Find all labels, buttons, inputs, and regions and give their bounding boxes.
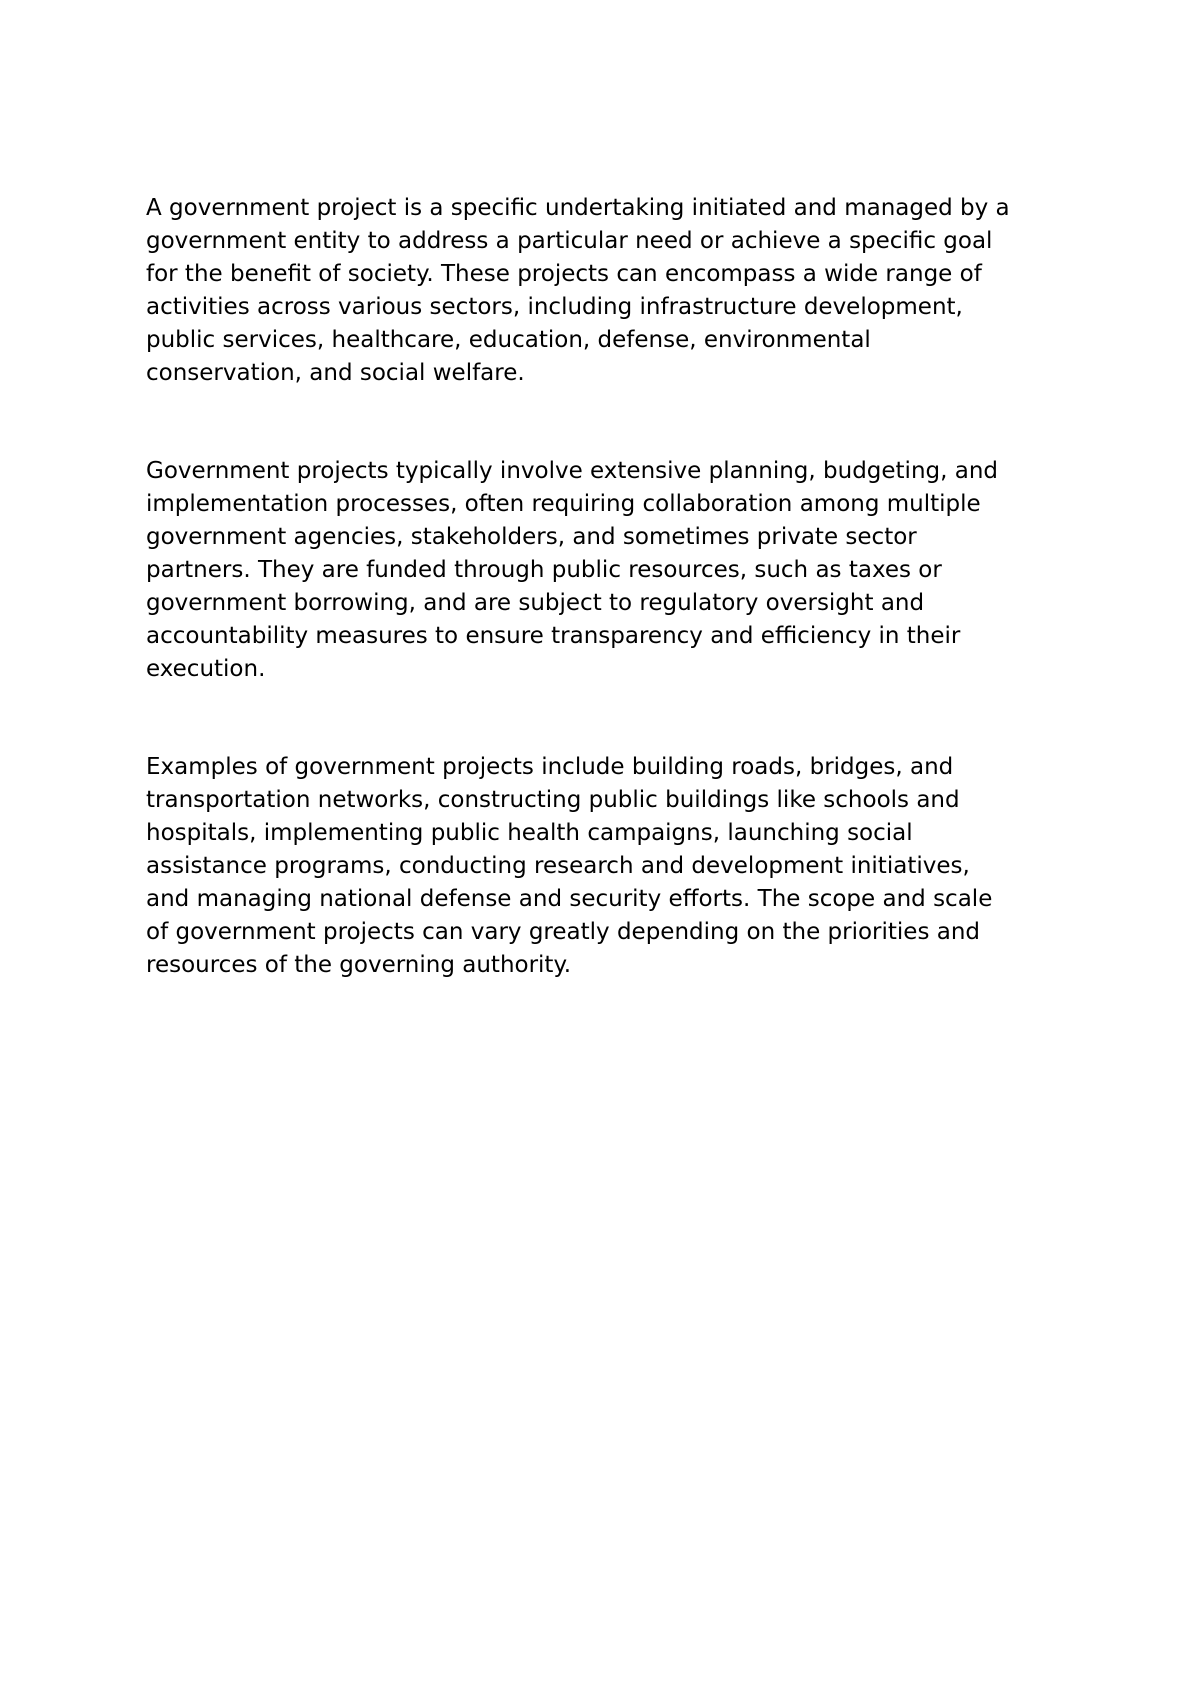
paragraph-line: activities across various sectors, including infrastructure development, [146,294,963,320]
paragraph-line: Government projects typically involve extensive planning, budgeting, and [146,458,999,484]
paragraph-3 [146,751,1106,982]
paragraph-line: execution. [146,656,266,682]
paragraph-line: assistance programs, conducting research and development initiatives, [146,853,970,879]
paragraph-line: public services, healthcare, education, defense, environmental [146,327,871,353]
paragraph-line: for the benefit of society. These projects can encompass a wide range of [146,261,982,287]
paragraph-line: conservation, and social welfare. [146,360,525,386]
paragraph-line: Examples of government projects include building roads, bridges, and [146,754,954,780]
document-body [146,192,1106,982]
paragraph-line: partners. They are funded through public resources, such as taxes or [146,557,942,583]
paragraph-1 [146,192,1106,390]
paragraph-line: hospitals, implementing public health campaigns, launching social [146,820,913,846]
paragraph-line: accountability measures to ensure transparency and efficiency in their [146,623,961,649]
paragraph-line: government entity to address a particular need or achieve a specific goal [146,228,993,254]
paragraph-2 [146,455,1106,686]
paragraph-line: implementation processes, often requiring collaboration among multiple [146,491,981,517]
paragraph-line: resources of the governing authority. [146,952,572,978]
paragraph-line: of government projects can vary greatly depending on the priorities and [146,919,981,945]
paragraph-line: government borrowing, and are subject to regulatory oversight and [146,590,925,616]
paragraph-line: government agencies, stakeholders, and sometimes private sector [146,524,917,550]
paragraph-line: and managing national defense and security efforts. The scope and scale [146,886,993,912]
paragraph-line: transportation networks, constructing public buildings like schools and [146,787,960,813]
paragraph-line: A government project is a specific undertaking initiated and managed by a [146,195,1010,221]
